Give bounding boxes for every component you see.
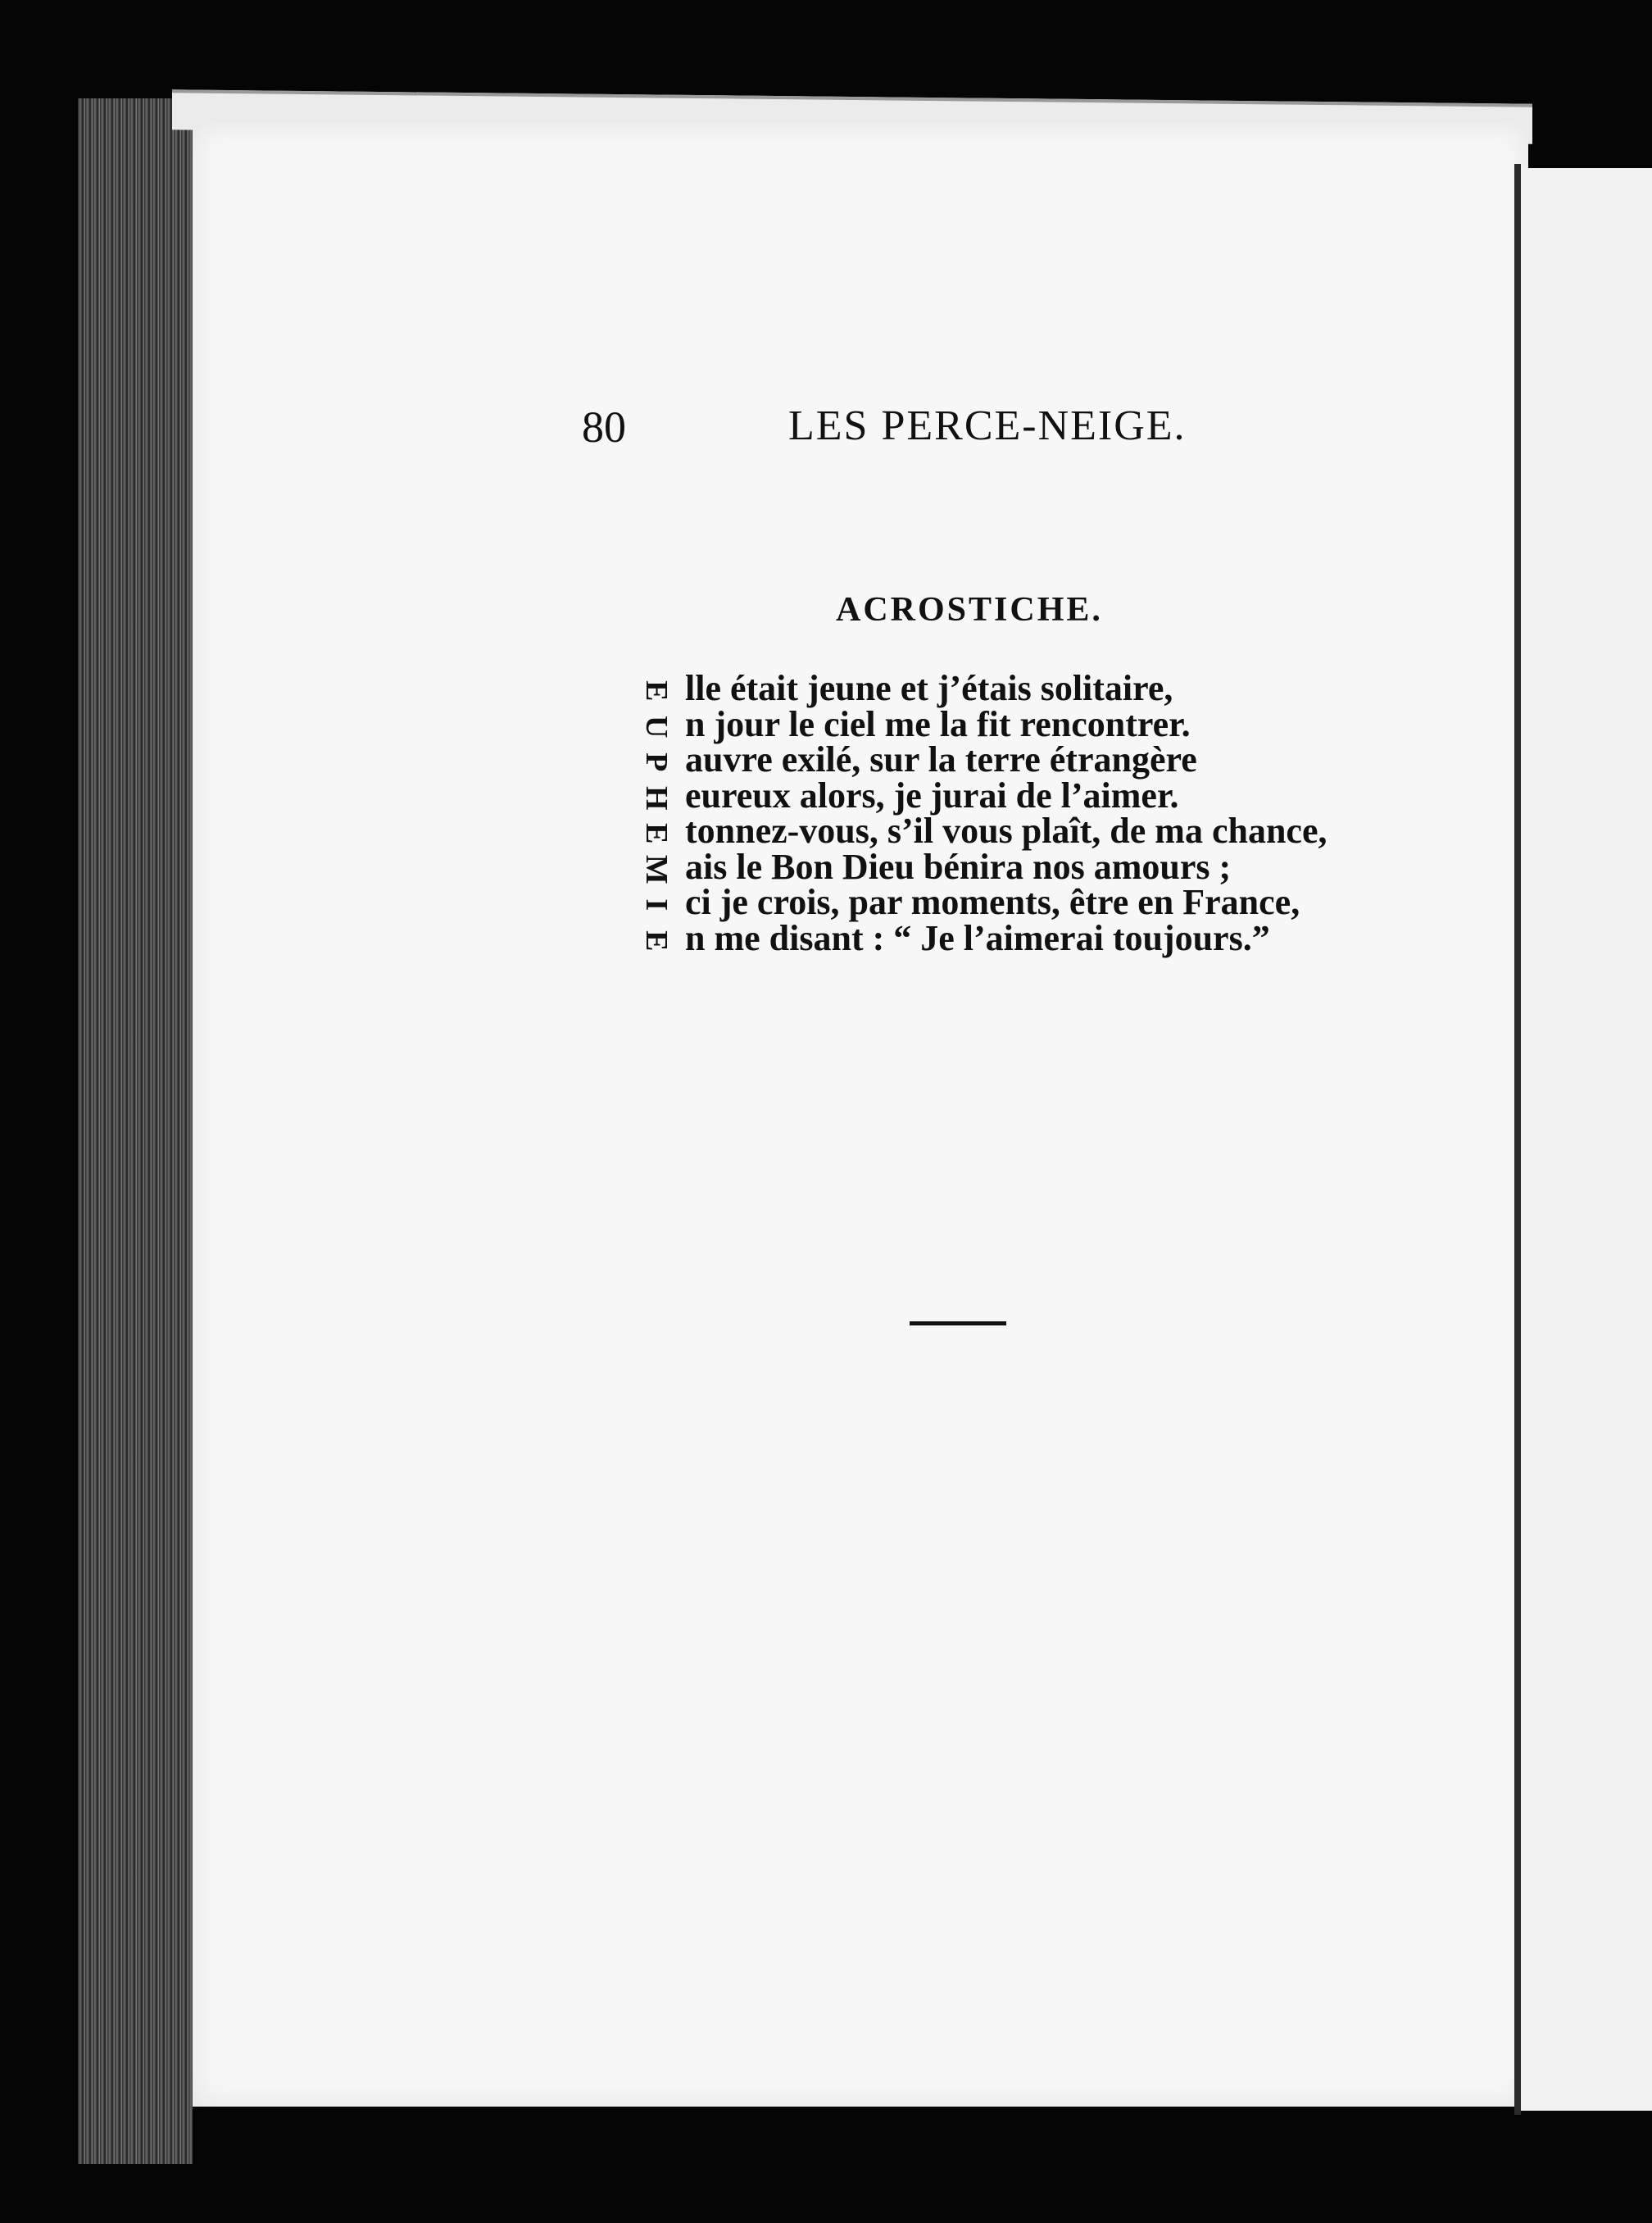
- acrostic-initial: H: [638, 785, 674, 811]
- acrostic-initial: M: [638, 854, 674, 884]
- acrostic-initial: P: [638, 752, 674, 772]
- verse-line: [631, 703, 1327, 744]
- poem-title: ACROSTICHE.: [836, 591, 1103, 629]
- verse-text: n jour le ciel me la fit rencontrer.: [685, 703, 1191, 744]
- acrostic-initial: E: [638, 823, 674, 844]
- facing-page: [1521, 168, 1652, 2111]
- verse-text: lle était jeune et j’étais solitaire,: [685, 668, 1173, 708]
- page-number: 80: [582, 402, 626, 452]
- verse-text: ais le Bon Dieu bénira nos amours ;: [685, 846, 1232, 887]
- acrostic-initial: I: [638, 898, 674, 911]
- verse-line: [631, 739, 1327, 780]
- verse-text: ci je crois, par moments, être en France,: [685, 882, 1300, 922]
- verse-text: eureux alors, je jurai de l’aimer.: [685, 775, 1179, 816]
- acrostic-initial: E: [638, 930, 674, 951]
- page-edge-stack: [78, 98, 193, 2164]
- verse-text: n me disant : “ Je l’aimerai toujours.”: [685, 917, 1270, 958]
- verse-line: [631, 917, 1327, 958]
- book-gutter: [1514, 164, 1521, 2115]
- verse-line: [631, 668, 1327, 708]
- verse-line: [631, 775, 1327, 816]
- acrostic-initial: E: [638, 680, 674, 702]
- running-title: LES PERCE-NEIGE.: [788, 402, 1187, 449]
- section-end-rule: [910, 1321, 1006, 1325]
- poem-body: [631, 668, 1328, 958]
- verse-text: tonnez-vous, s’il vous plaît, de ma chance,: [685, 811, 1328, 851]
- verse-line: [631, 813, 1327, 849]
- acrostic-initial: U: [638, 715, 674, 738]
- verse-text: auvre exilé, sur la terre étrangère: [685, 739, 1197, 780]
- verse-line: [631, 884, 1327, 921]
- verse-line: [631, 846, 1327, 887]
